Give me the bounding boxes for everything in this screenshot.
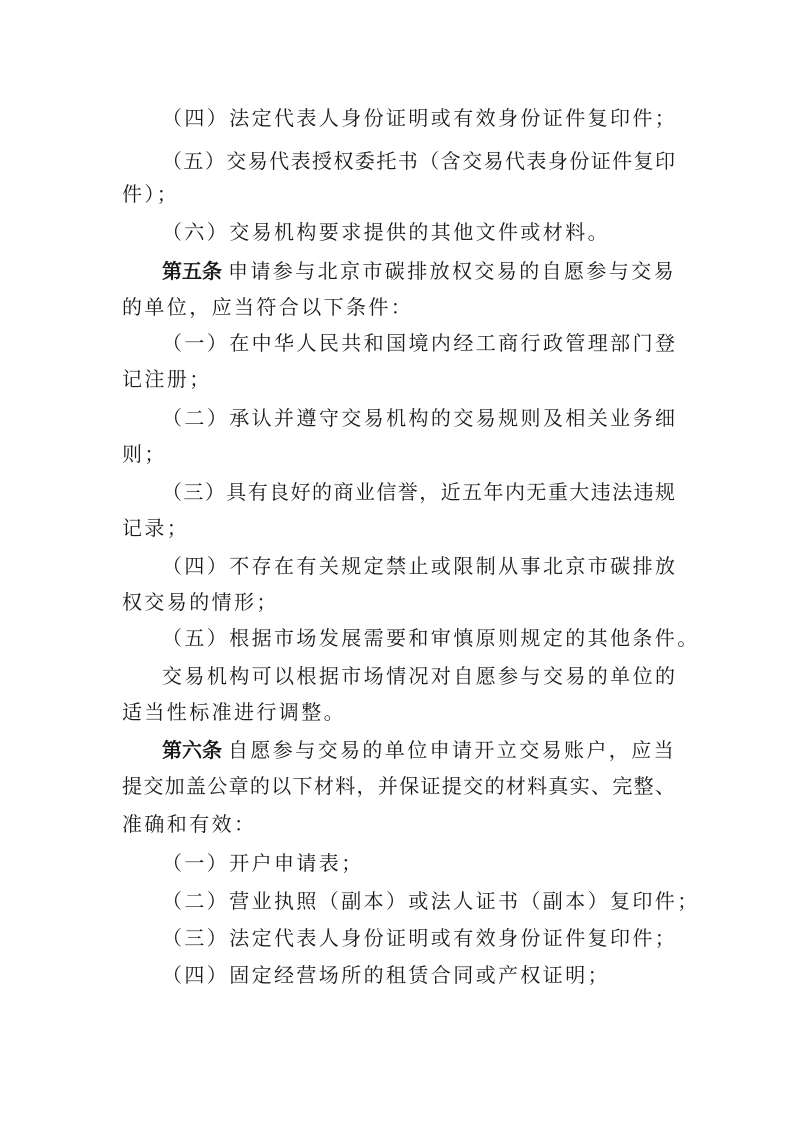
paragraph-line: 的单位，应当符合以下条件： [122, 295, 414, 319]
paragraph-line: 记注册； [122, 367, 212, 391]
paragraph-line: 交易机构可以根据市场情况对自愿参与交易的单位的 [162, 664, 675, 688]
paragraph-line: 权交易的情形； [122, 590, 279, 614]
paragraph-line: 提交加盖公章的以下材料，并保证提交的材料真实、完整、 [122, 774, 675, 798]
paragraph-line: （二）承认并遵守交易机构的交易规则及相关业务细 [162, 406, 675, 430]
paragraph-text: 自愿参与交易的单位申请开立交易账户，应当 [228, 738, 676, 762]
paragraph-line: 记录； [122, 516, 190, 540]
article-paragraph-6 [162, 730, 675, 770]
paragraph-line: （一）在中华人民共和国境内经工商行政管理部门登 [162, 331, 675, 355]
paragraph-line: （四）不存在有关规定禁止或限制从事北京市碳排放 [162, 554, 675, 578]
paragraph-line: 适当性标准进行调整。 [122, 700, 346, 724]
paragraph-text: 申请参与北京市碳排放权交易的自愿参与交易 [228, 259, 676, 283]
paragraph-line: 则； [122, 442, 167, 466]
paragraph-line: （二）营业执照（副本）或法人证书（副本）复印件； [162, 889, 700, 913]
paragraph-line: 准确和有效： [122, 812, 257, 836]
paragraph-line: （六）交易机构要求提供的其他文件或材料。 [162, 220, 610, 244]
article-heading: 第五条 [162, 259, 222, 283]
paragraph-line: （三）法定代表人身份证明或有效身份证件复印件； [162, 926, 678, 950]
paragraph-line: （一）开户申请表； [162, 851, 364, 875]
paragraph-line: 件）； [122, 182, 180, 206]
paragraph-line: （五）交易代表授权委托书（含交易代表身份证件复印 [162, 149, 675, 173]
article-paragraph-5 [162, 251, 675, 291]
paragraph-line: （四）法定代表人身份证明或有效身份证件复印件； [162, 106, 678, 130]
paragraph-line: （三）具有良好的商业信誉，近五年内无重大违法违规 [162, 480, 675, 504]
paragraph-line: （五）根据市场发展需要和审慎原则规定的其他条件。 [162, 626, 700, 650]
paragraph-line: （四）固定经营场所的租赁合同或产权证明； [162, 963, 610, 987]
article-heading: 第六条 [162, 738, 222, 762]
